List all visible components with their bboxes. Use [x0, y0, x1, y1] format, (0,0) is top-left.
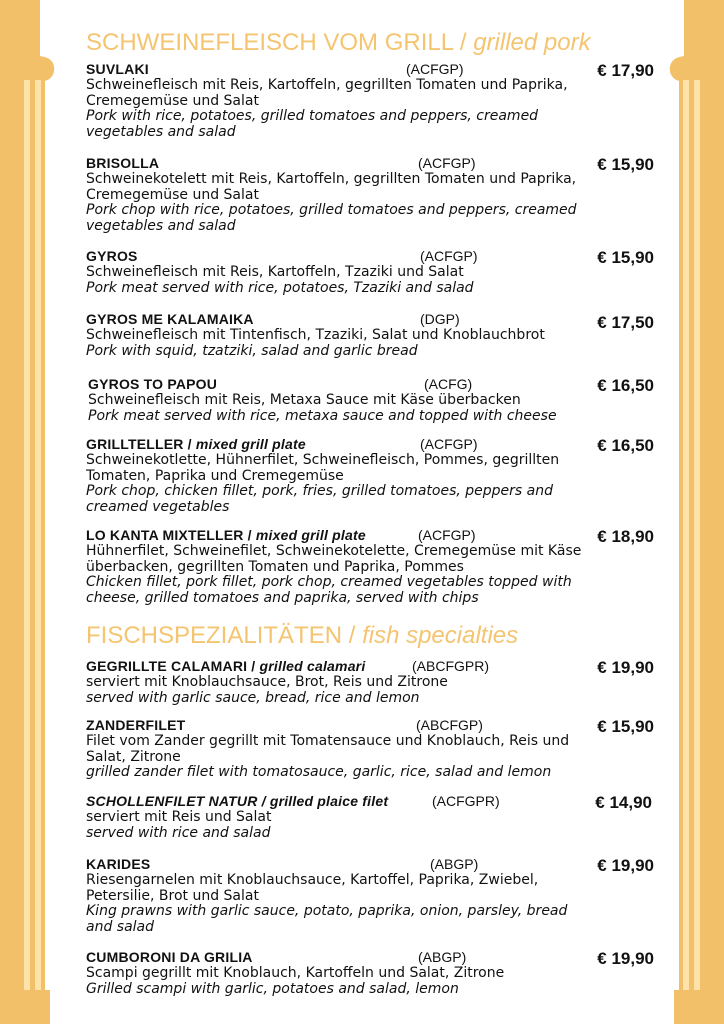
- item-allergens: (ACFGPR): [432, 793, 500, 809]
- item-description-en: Pork chop, chicken fillet, pork, fries, grilled tomatoes, peppers and creamed vegetables: [86, 483, 553, 515]
- item-price: € 14,90: [595, 793, 652, 812]
- item-allergens: (ABCFGPR): [412, 658, 489, 674]
- item-description-de: Filet vom Zander gegrillt mit Tomatensauce und Knoblauch, Reis und Salat, Zitrone: [86, 733, 570, 765]
- menu-item: [86, 311, 666, 359]
- item-price: € 19,90: [597, 658, 654, 677]
- item-description-de: Schweinekotlette, Hühnerfilet, Schweinefleisch, Pommes, gegrillten Tomaten, Paprika und Cremegemüse: [86, 452, 560, 484]
- item-name: CUMBORONI DA GRILIA: [86, 949, 253, 965]
- item-allergens: (ACFGP): [420, 248, 478, 264]
- menu-item: [86, 61, 666, 140]
- item-allergens: (ABCFGP): [416, 717, 483, 733]
- section-title-en: grilled pork: [473, 29, 591, 56]
- item-name: [86, 793, 388, 810]
- item-name: [86, 436, 306, 453]
- item-allergens: (DGP): [420, 311, 460, 327]
- item-description-de: Schweinefleisch mit Tintenfisch, Tzaziki, Salat und Knoblauchbrot: [86, 327, 545, 343]
- item-allergens: (ACFGP): [418, 155, 476, 171]
- item-description-en: served with rice and salad: [86, 824, 271, 841]
- item-description-en: Pork with squid, tzatziki, salad and garlic bread: [86, 342, 418, 359]
- item-name-en: mixed grill plate: [195, 436, 306, 452]
- item-price: € 15,90: [597, 248, 654, 267]
- item-name: GYROS TO PAPOU: [88, 376, 218, 392]
- item-description-de: serviert mit Knoblauchsauce, Brot, Reis und Zitrone: [86, 674, 448, 690]
- item-price: € 16,50: [597, 376, 654, 395]
- item-description-de: Scampi gegrillt mit Knoblauch, Kartoffeln und Salat, Zitrone: [86, 965, 505, 981]
- item-name-en: mixed grill plate: [255, 527, 366, 543]
- menu-item: [86, 856, 666, 935]
- item-price: € 19,90: [597, 856, 654, 875]
- item-name-en: grilled calamari: [259, 658, 366, 674]
- item-description-en: Pork meat served with rice, potatoes, Tzaziki and salad: [86, 279, 474, 296]
- item-description-de: Schweinekotelett mit Reis, Kartoffeln, gegrillten Tomaten und Paprika, Cremegemüse und Salat: [86, 171, 577, 203]
- menu-item: [86, 658, 666, 706]
- item-name: SUVLAKI: [86, 61, 149, 77]
- item-allergens: (ABGP): [430, 856, 479, 872]
- menu-item: [86, 793, 666, 841]
- item-description-en: King prawns with garlic sauce, potato, paprika, onion, parsley, bread and salad: [86, 903, 568, 935]
- right-column-decoration: [668, 0, 724, 1024]
- item-price: € 15,90: [597, 717, 654, 736]
- item-allergens: (ACFGP): [406, 61, 464, 77]
- item-price: € 17,90: [597, 61, 654, 80]
- item-name-de: GEGRILLTE CALAMARI /: [86, 658, 256, 674]
- item-name: [86, 527, 366, 544]
- item-description-de: serviert mit Reis und Salat: [86, 809, 272, 825]
- item-allergens: (ABGP): [418, 949, 467, 965]
- item-name: [86, 658, 365, 675]
- item-description-de: Riesengarnelen mit Knoblauchsauce, Kartoffel, Paprika, Zwiebel, Petersilie, Brot und Salat: [86, 872, 539, 904]
- item-name: GYROS: [86, 248, 138, 264]
- item-name: GYROS ME KALAMAIKA: [86, 311, 254, 327]
- menu-item: [86, 949, 666, 997]
- item-description-en: Pork chop with rice, potatoes, grilled tomatoes and peppers, creamed vegetables and salad: [86, 202, 577, 234]
- item-description-de: Hühnerfilet, Schweinefilet, Schweinekotelette, Cremegemüse mit Käse überbacken, gegrillten Tomaten und Paprika, Pommes: [86, 543, 582, 575]
- item-name-en: grilled plaice filet: [269, 793, 389, 809]
- section-title-de: SCHWEINEFLEISCH VOM GRILL /: [86, 29, 467, 56]
- item-name: BRISOLLA: [86, 155, 160, 171]
- section-title-en: fish specialties: [362, 622, 519, 649]
- section-title-pork: [86, 31, 591, 55]
- item-price: € 17,50: [597, 313, 654, 332]
- item-description-de: Schweinefleisch mit Reis, Kartoffeln, gegrillten Tomaten und Paprika, Cremegemüse und Salat: [86, 77, 568, 109]
- item-name-de: SCHOLLENFILET NATUR /: [86, 793, 266, 809]
- item-name-de: GRILLTELLER /: [86, 436, 192, 452]
- menu-item: [86, 155, 666, 234]
- menu-item: [86, 248, 666, 296]
- item-description-en: served with garlic sauce, bread, rice and lemon: [86, 689, 420, 706]
- section-title-fish: [86, 624, 518, 648]
- item-price: € 16,50: [597, 436, 654, 455]
- item-description-en: Grilled scampi with garlic, potatoes and salad, lemon: [86, 980, 459, 997]
- item-name-de: LO KANTA MIXTELLER /: [86, 527, 252, 543]
- item-description-de: Schweinefleisch mit Reis, Kartoffeln, Tzaziki und Salat: [86, 264, 464, 280]
- item-price: € 15,90: [597, 155, 654, 174]
- item-allergens: (ACFGP): [418, 527, 476, 543]
- item-name: ZANDERFILET: [86, 717, 186, 733]
- left-column-decoration: [0, 0, 56, 1024]
- item-name: KARIDES: [86, 856, 151, 872]
- item-price: € 18,90: [597, 527, 654, 546]
- item-price: € 19,90: [597, 949, 654, 968]
- item-allergens: (ACFG): [424, 376, 473, 392]
- menu-item: [88, 376, 668, 424]
- item-description-en: grilled zander filet with tomatosauce, garlic, rice, salad and lemon: [86, 764, 552, 780]
- item-description-en: Chicken fillet, pork fillet, pork chop, creamed vegetables topped with cheese, grilled tomatoes and paprika, served with chips: [86, 574, 572, 606]
- menu-item: [86, 717, 666, 781]
- menu-item: [86, 436, 666, 515]
- item-allergens: (ACFGP): [420, 436, 478, 452]
- item-description-de: Schweinefleisch mit Reis, Metaxa Sauce mit Käse überbacken: [88, 392, 521, 408]
- item-description-en: Pork with rice, potatoes, grilled tomatoes and peppers, creamed vegetables and salad: [86, 108, 539, 140]
- section-title-de: FISCHSPEZIALITÄTEN /: [86, 622, 356, 649]
- menu-item: [86, 527, 666, 606]
- item-description-en: Pork meat served with rice, metaxa sauce and topped with cheese: [88, 407, 557, 424]
